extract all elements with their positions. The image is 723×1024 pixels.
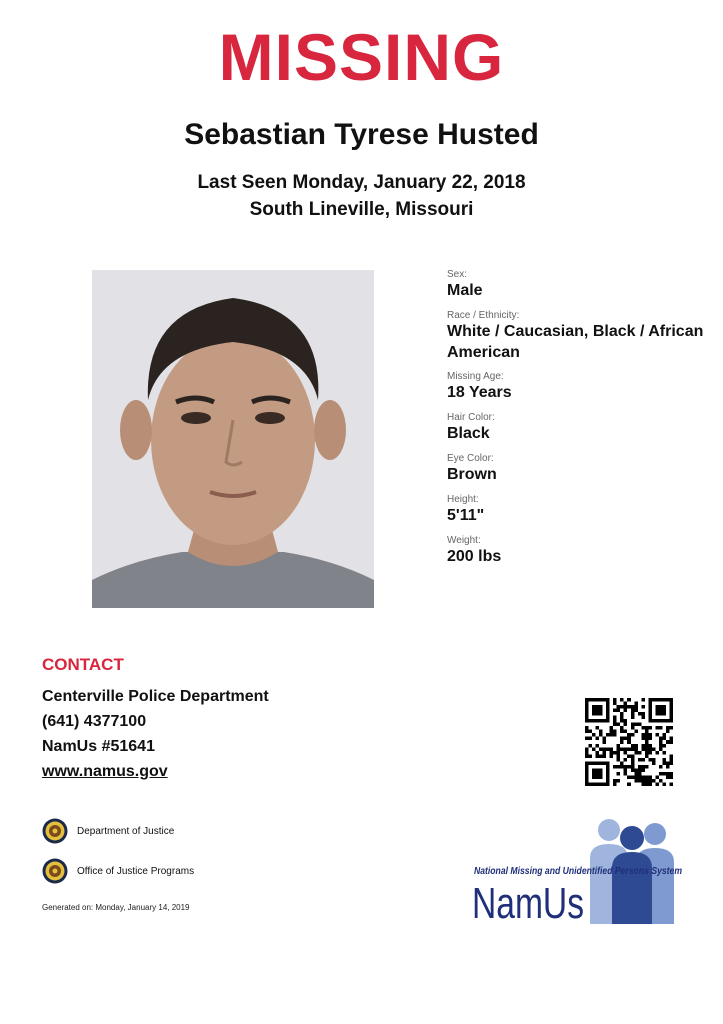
detail-sex bbox=[447, 268, 707, 302]
contact-website-link[interactable]: www.namus.gov bbox=[42, 763, 168, 780]
agency-name: Department of Justice bbox=[77, 825, 175, 837]
agency-ojp bbox=[42, 858, 194, 884]
detail-label: Hair Color: bbox=[447, 412, 495, 424]
person-photo bbox=[92, 270, 374, 608]
doj-seal-icon bbox=[42, 818, 68, 844]
last-seen-date: Last Seen Monday, January 22, 2018 bbox=[197, 172, 526, 193]
contact-heading: CONTACT bbox=[42, 655, 124, 674]
detail-label: Race / Ethnicity: bbox=[447, 309, 520, 321]
detail-value: Male bbox=[447, 282, 483, 299]
detail-value: Black bbox=[447, 425, 490, 443]
qr-code[interactable] bbox=[585, 698, 673, 786]
detail-hair-color bbox=[447, 411, 707, 445]
detail-value: White / Caucasian, Black / African American bbox=[447, 322, 704, 361]
detail-label: Height: bbox=[447, 493, 479, 505]
detail-value: 5'11" bbox=[447, 506, 485, 524]
namus-tagline: National Missing and Unidentified Persons System bbox=[474, 865, 682, 877]
detail-eye-color bbox=[447, 452, 707, 486]
detail-weight bbox=[447, 534, 707, 568]
detail-label: Missing Age: bbox=[447, 371, 504, 383]
poster-title: MISSING bbox=[218, 20, 505, 94]
detail-label: Sex: bbox=[447, 269, 468, 280]
contact-phone[interactable]: (641) 4377100 bbox=[42, 713, 147, 730]
generated-date: Generated on: Monday, January 14, 2019 bbox=[42, 903, 190, 912]
person-name: Sebastian Tyrese Husted bbox=[184, 118, 539, 151]
last-seen-location: South Lineville, Missouri bbox=[249, 199, 474, 220]
contact-agency: Centerville Police Department bbox=[42, 688, 269, 705]
ojp-seal-icon bbox=[42, 858, 68, 884]
detail-value: Brown bbox=[447, 465, 497, 483]
detail-label: Eye Color: bbox=[447, 452, 494, 464]
detail-race bbox=[447, 309, 707, 364]
contact-case-number: NamUs #51641 bbox=[42, 738, 155, 755]
detail-value: 200 lbs bbox=[447, 547, 502, 565]
namus-wordmark: NamUs bbox=[472, 879, 584, 928]
namus-logo bbox=[472, 814, 688, 928]
detail-height bbox=[447, 493, 707, 527]
detail-missing-age bbox=[447, 370, 707, 404]
details-panel bbox=[447, 268, 707, 574]
agency-name: Office of Justice Programs bbox=[77, 865, 195, 877]
detail-label: Weight: bbox=[447, 534, 481, 546]
agency-doj bbox=[42, 818, 174, 844]
detail-value: 18 Years bbox=[447, 384, 512, 402]
